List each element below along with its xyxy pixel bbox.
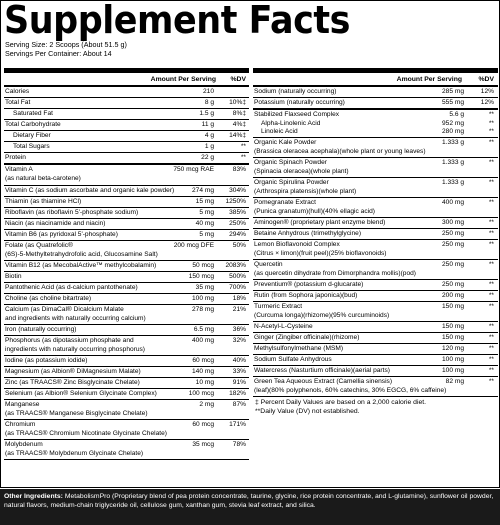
nutrient-amount: 140 mg: [192, 368, 214, 375]
nutrient-source: (as TRAACS® Manganese Bisglycinate Chelate): [5, 409, 148, 417]
nutrient-source: (as natural beta-carotene): [5, 174, 81, 182]
nutrient-daily-value: 385%: [229, 209, 246, 216]
nutrient-amount: 250 mg: [442, 241, 464, 248]
dv-header: %DV: [230, 76, 246, 83]
nutrient-daily-value: **: [240, 143, 246, 150]
nutrient-amount: 8 g: [204, 99, 214, 106]
nutrient-row: [253, 377, 498, 397]
nutrient-name: Calcium (as DimaCal® Dicalcium Malate: [5, 306, 124, 313]
sub-nutrient-name: Alpha-Linolenic Acid: [261, 119, 321, 127]
nutrient-name: Biotin: [5, 273, 22, 280]
nutrient-amount: 10 mg: [195, 379, 214, 386]
nutrient-name: Chromium: [5, 421, 36, 428]
nutrient-source: and ingredients with naturally occurring calcium): [5, 314, 146, 322]
sub-nutrient-name: Linoleic Acid: [261, 128, 298, 135]
amount-header: Amount Per Serving: [150, 76, 216, 83]
nutrient-amount: 100 mg: [442, 367, 464, 374]
nutrient-name: Phosphorus (as dipotassium phosphate and: [5, 337, 134, 344]
nutrient-daily-value: 50%: [232, 242, 246, 249]
nutrient-row: [4, 241, 249, 261]
nutrient-source: (as TRAACS® Molybdenum Glycinate Chelate): [5, 449, 144, 457]
nutrient-row: [253, 138, 498, 158]
nutrient-amount: 278 mg: [192, 306, 214, 313]
nutrient-name: Vitamin A: [5, 166, 33, 173]
nutrient-row: [4, 272, 249, 283]
nutrient-daily-value: **: [488, 378, 494, 385]
nutrient-daily-value: **: [488, 219, 494, 226]
nutrient-row: [253, 98, 498, 110]
nutrient-source: (6S)-5-Methyltetrahydrofolic acid, Glucosamine Salt): [5, 250, 158, 258]
nutrient-row: [253, 280, 498, 291]
nutrient-row: [4, 153, 249, 165]
nutrient-name: Aminogen® (proprietary plant enzyme blend): [254, 219, 386, 226]
nutrient-name: Calories: [5, 88, 30, 95]
nutrient-daily-value: **: [488, 292, 494, 299]
nutrient-amount: 120 mg: [442, 345, 464, 352]
nutrient-amount: 250 mg: [442, 230, 464, 237]
flaxseed-complex-row: [253, 110, 498, 138]
nutrient-daily-value: **: [488, 356, 494, 363]
nutrient-row: [253, 333, 498, 344]
nutrient-name: Sodium Sulfate Anhydrous: [254, 356, 332, 363]
nutrient-daily-value: 2083%: [225, 262, 246, 269]
nutrient-source: (leaf)(80% polyphenols, 60% catechins, 30% EGCG, 6% caffeine): [254, 386, 447, 394]
nutrient-name: Lemon Bioflavonoid Complex: [254, 241, 340, 248]
nutrient-daily-value: 21%: [232, 306, 246, 313]
nutrient-amount: 300 mg: [442, 219, 464, 226]
nutrient-source: (as quercetin dihydrate from Dimorphandra mollis)(pod): [254, 269, 416, 277]
right-rows: [253, 87, 498, 397]
nutrient-daily-value: **: [488, 128, 494, 135]
nutrient-name: Betaine Anhydrous (trimethylglycine): [254, 230, 362, 237]
nutrient-row: [253, 260, 498, 280]
nutrient-daily-value: 12%: [480, 88, 494, 95]
nutrient-amount: 60 mcg: [192, 357, 214, 364]
nutrient-row: [4, 186, 249, 197]
nutrient-daily-value: 78%: [232, 441, 246, 448]
left-rows: [4, 87, 249, 460]
nutrient-row: [253, 158, 498, 178]
nutrient-source: (Brassica oleracea acephala)(whole plant or young leaves): [254, 147, 426, 155]
nutrient-row: [253, 87, 498, 98]
nutrient-row: [4, 400, 249, 420]
nutrient-row: [253, 178, 498, 198]
nutrient-name: Rutin (from Sophora japonica)(bud): [254, 292, 358, 299]
nutrient-name: Selenium (as Albion® Selenium Glycinate Complex): [5, 390, 157, 397]
nutrient-row: [4, 294, 249, 305]
nutrient-name: Pomegranate Extract: [254, 199, 316, 206]
nutrient-amount: 4 g: [204, 132, 214, 139]
nutrient-daily-value: 12%: [480, 99, 494, 106]
nutrient-daily-value: **: [488, 119, 494, 127]
nutrient-row: [4, 420, 249, 440]
nutrient-daily-value: **: [488, 159, 494, 166]
nutrient-row: [4, 283, 249, 294]
nutrient-source: ingredients with naturally occurring phosphorus): [5, 345, 146, 353]
dv-header: %DV: [478, 76, 494, 83]
nutrient-amount: 150 mcg: [188, 273, 214, 280]
nutrient-name: Green Tea Aqueous Extract (Camellia sinensis): [254, 378, 393, 385]
nutrient-row: [4, 305, 249, 325]
other-ingredients: [0, 489, 500, 525]
nutrient-amount: 60 mcg: [192, 421, 214, 428]
nutrient-source: (as TRAACS® Chromium Nicotinate Glycinate Chelate): [5, 429, 167, 437]
nutrient-daily-value: 32%: [232, 337, 246, 344]
nutrient-amount: 11 g: [201, 121, 214, 128]
nutrient-amount: 1.333 g: [442, 159, 464, 166]
nutrient-row: [253, 291, 498, 302]
nutrient-amount: 250 mg: [442, 261, 464, 268]
nutrient-name: Preventium® (potassium d-glucarate): [254, 281, 364, 288]
nutrient-amount: 6.5 mg: [193, 326, 214, 333]
nutrient-daily-value: **: [488, 241, 494, 248]
nutrient-daily-value: 33%: [232, 368, 246, 375]
nutrient-amount: 274 mg: [192, 187, 214, 194]
nutrient-row: [4, 440, 249, 460]
nutrient-daily-value: 182%: [229, 390, 246, 397]
nutrient-row: [4, 87, 249, 98]
servings-per-container: Servings Per Container: About 14: [5, 49, 112, 58]
nutrient-name: Vitamin B6 (as pyridoxal 5'-phosphate): [5, 231, 118, 238]
nutrient-row: [4, 197, 249, 208]
nutrient-name: Total Sugars: [13, 143, 50, 150]
nutrient-row: [4, 165, 249, 186]
nutrient-daily-value: 91%: [232, 379, 246, 386]
nutrient-amount: 280 mg: [442, 128, 464, 135]
nutrient-name: Vitamin C (as sodium ascorbate and organic kale powder): [5, 187, 175, 194]
nutrient-daily-value: **: [488, 139, 494, 146]
nutrient-daily-value: **: [488, 261, 494, 268]
nutrient-row: [253, 240, 498, 260]
amount-header: Amount Per Serving: [396, 76, 462, 83]
left-nutrient-column: [4, 68, 249, 460]
nutrient-amount: 40 mg: [195, 220, 214, 227]
nutrient-row: [253, 229, 498, 240]
nutrient-daily-value: 294%: [229, 231, 246, 238]
nutrient-name: Total Fat: [5, 99, 31, 106]
nutrient-daily-value: 8%‡: [232, 110, 246, 117]
nutrient-source: (Spinacia oleracea)(whole plant): [254, 167, 349, 175]
nutrient-amount: 35 mcg: [192, 441, 214, 448]
nutrient-amount: 210: [202, 88, 214, 95]
nutrient-name: Saturated Fat: [13, 110, 53, 117]
footnotes: [253, 397, 498, 416]
serving-size: Serving Size: 2 Scoops (About 51.5 g): [5, 40, 127, 49]
nutrient-amount: 15 mg: [195, 198, 214, 205]
nutrient-row: [4, 142, 249, 153]
nutrient-amount: 285 mg: [442, 88, 464, 95]
nutrient-amount: 100 mg: [192, 295, 214, 302]
nutrient-name: Niacin (as niacinamide and niacin): [5, 220, 106, 227]
nutrient-daily-value: 4%‡: [232, 121, 246, 128]
nutrient-name: Methylsulfonylmethane (MSM): [254, 345, 344, 352]
nutrient-row: [253, 344, 498, 355]
nutrient-amount: 400 mg: [442, 199, 464, 206]
nutrient-daily-value: 304%: [229, 187, 246, 194]
nutrient-row: [4, 120, 249, 131]
other-ingredients-label: Other Ingredients:: [4, 493, 63, 500]
nutrient-daily-value: 10%‡: [229, 99, 246, 106]
nutrient-name: Choline (as choline bitartrate): [5, 295, 92, 302]
nutrient-row: [4, 325, 249, 336]
nutrient-name: Protein: [5, 154, 26, 161]
nutrient-amount: 150 mg: [442, 323, 464, 330]
nutrient-name: Iodine (as potassium iodide): [5, 357, 88, 364]
nutrient-row: [253, 198, 498, 218]
other-ingredients-text: MetabolismPro (Proprietary blend of pea protein concentrate, taurine, glycine, rice protein concentrate, and L-glutamine), sunflower oil powder, natural flavors, medium-chain triglyceride oil, cellulose gum, xanthan gum, stevia leaf extract, and silica.: [4, 493, 494, 509]
nutrient-daily-value: 87%: [232, 401, 246, 408]
nutrient-daily-value: **: [488, 367, 494, 374]
nutrient-amount: 1.5 g: [199, 110, 214, 117]
nutrient-source: (Punica granatum)(hull)(40% ellagic acid): [254, 207, 375, 215]
nutrient-row: [253, 322, 498, 333]
nutrient-name: Manganese: [5, 401, 40, 408]
nutrient-source: (Arthrospira platensis)(whole plant): [254, 187, 357, 195]
nutrient-amount: 2 mg: [199, 401, 214, 408]
nutrient-row: [4, 261, 249, 272]
right-nutrient-column: [253, 68, 498, 416]
nutrient-row: [4, 367, 249, 378]
nutrient-amount: 952 mg: [442, 119, 464, 127]
nutrient-name: Thiamin (as thiamine HCl): [5, 198, 82, 205]
nutrient-amount: 5.6 g: [449, 111, 464, 118]
nutrient-row: [4, 98, 249, 109]
nutrient-row: [4, 389, 249, 400]
nutrient-daily-value: 1250%: [225, 198, 246, 205]
nutrient-name: Organic Spinach Powder: [254, 159, 327, 166]
nutrient-amount: 50 mcg: [192, 262, 214, 269]
nutrient-row: [4, 208, 249, 219]
nutrient-amount: 200 mcg DFE: [173, 242, 214, 249]
nutrient-name: Watercress (Nasturtium officinale)(aerial parts): [254, 367, 390, 374]
nutrient-amount: 250 mg: [442, 281, 464, 288]
nutrient-amount: 5 mg: [199, 231, 214, 238]
nutrient-name: Folate (as Quatrefolic®: [5, 242, 73, 249]
nutrient-amount: 5 mg: [199, 209, 214, 216]
nutrient-amount: 1.333 g: [442, 179, 464, 186]
nutrient-name: Stabilized Flaxseed Complex: [254, 111, 340, 118]
nutrient-row: [253, 218, 498, 229]
nutrient-amount: 400 mg: [192, 337, 214, 344]
nutrient-daily-value: **: [488, 230, 494, 237]
nutrient-name: N-Acetyl-L-Cysteine: [254, 323, 313, 330]
nutrient-daily-value: 36%: [232, 326, 246, 333]
nutrient-name: Dietary Fiber: [13, 132, 51, 139]
nutrient-name: Magnesium (as Albion® DiMagnesium Malate): [5, 368, 141, 375]
nutrient-daily-value: 83%: [232, 166, 246, 173]
column-header: [253, 73, 498, 87]
nutrient-name: Riboflavin (as riboflavin 5'-phosphate sodium): [5, 209, 139, 216]
nutrient-name: Total Carbohydrate: [5, 121, 61, 128]
nutrient-daily-value: **: [240, 154, 246, 161]
nutrient-daily-value: **: [488, 334, 494, 341]
nutrient-amount: 22 g: [201, 154, 214, 161]
percent-dv-footnote: ‡ Percent Daily Values are based on a 2,000 calorie diet.: [255, 399, 427, 406]
nutrient-row: [253, 302, 498, 322]
nutrient-name: Organic Kale Powder: [254, 139, 317, 146]
nutrient-name: Organic Spirulina Powder: [254, 179, 329, 186]
nutrient-row: [4, 336, 249, 356]
nutrient-name: Zinc (as TRAACS® Zinc Bisglycinate Chelate): [5, 379, 140, 386]
nutrient-name: Sodium (naturally occurring): [254, 88, 337, 95]
nutrient-amount: 200 mg: [442, 292, 464, 299]
nutrient-daily-value: **: [488, 281, 494, 288]
nutrient-name: Vitamin B12 (as MecobalActive™ methylcobalamin): [5, 262, 157, 269]
nutrient-name: Quercetin: [254, 261, 283, 268]
nutrient-amount: 100 mcg: [188, 390, 214, 397]
nutrient-name: Ginger (Zingiber officinale)(rhizome): [254, 334, 360, 341]
dv-not-established-footnote: **Daily Value (DV) not established.: [255, 407, 360, 415]
nutrient-row: [253, 355, 498, 366]
nutrient-name: Pantothenic Acid (as d-calcium pantothenate): [5, 284, 138, 291]
nutrient-source: (Citrus × limon)(fruit peel)(25% bioflavonoids): [254, 249, 387, 257]
serving-info: [5, 40, 127, 58]
panel-title: Supplement Facts: [4, 0, 351, 42]
nutrient-daily-value: **: [488, 345, 494, 352]
nutrient-name: Turmeric Extract: [254, 303, 303, 310]
nutrient-daily-value: **: [488, 179, 494, 186]
nutrient-daily-value: 500%: [229, 273, 246, 280]
nutrient-daily-value: 171%: [229, 421, 246, 428]
nutrient-name: Potassium (naturally occurring): [254, 99, 345, 106]
nutrient-amount: 100 mg: [442, 356, 464, 363]
nutrient-amount: 150 mg: [442, 334, 464, 341]
nutrient-row: [4, 131, 249, 142]
nutrient-daily-value: **: [488, 303, 494, 310]
nutrient-amount: 82 mg: [445, 378, 464, 385]
nutrient-daily-value: 250%: [229, 220, 246, 227]
nutrient-source: (Curcuma longa)(rhizome)(95% curcuminoids): [254, 311, 390, 319]
nutrient-amount: 555 mg: [442, 99, 464, 106]
nutrient-row: [4, 219, 249, 230]
nutrient-amount: 1 g: [204, 143, 214, 150]
nutrient-daily-value: 700%: [229, 284, 246, 291]
nutrient-daily-value: 40%: [232, 357, 246, 364]
nutrient-row: [4, 109, 249, 120]
nutrient-daily-value: **: [488, 111, 494, 118]
nutrient-row: [253, 366, 498, 377]
nutrient-name: Iron (naturally occurring): [5, 326, 77, 333]
nutrient-amount: 1.333 g: [442, 139, 464, 146]
nutrient-amount: 750 mcg RAE: [173, 166, 214, 173]
nutrient-daily-value: 14%‡: [229, 132, 246, 139]
nutrient-row: [4, 230, 249, 241]
nutrient-amount: 35 mg: [195, 284, 214, 291]
nutrient-daily-value: **: [488, 323, 494, 330]
nutrient-row: [4, 356, 249, 367]
nutrient-row: [4, 378, 249, 389]
nutrient-daily-value: 18%: [232, 295, 246, 302]
nutrient-name: Molybdenum: [5, 441, 43, 448]
nutrient-daily-value: **: [488, 199, 494, 206]
nutrient-amount: 150 mg: [442, 303, 464, 310]
column-header: [4, 73, 249, 87]
